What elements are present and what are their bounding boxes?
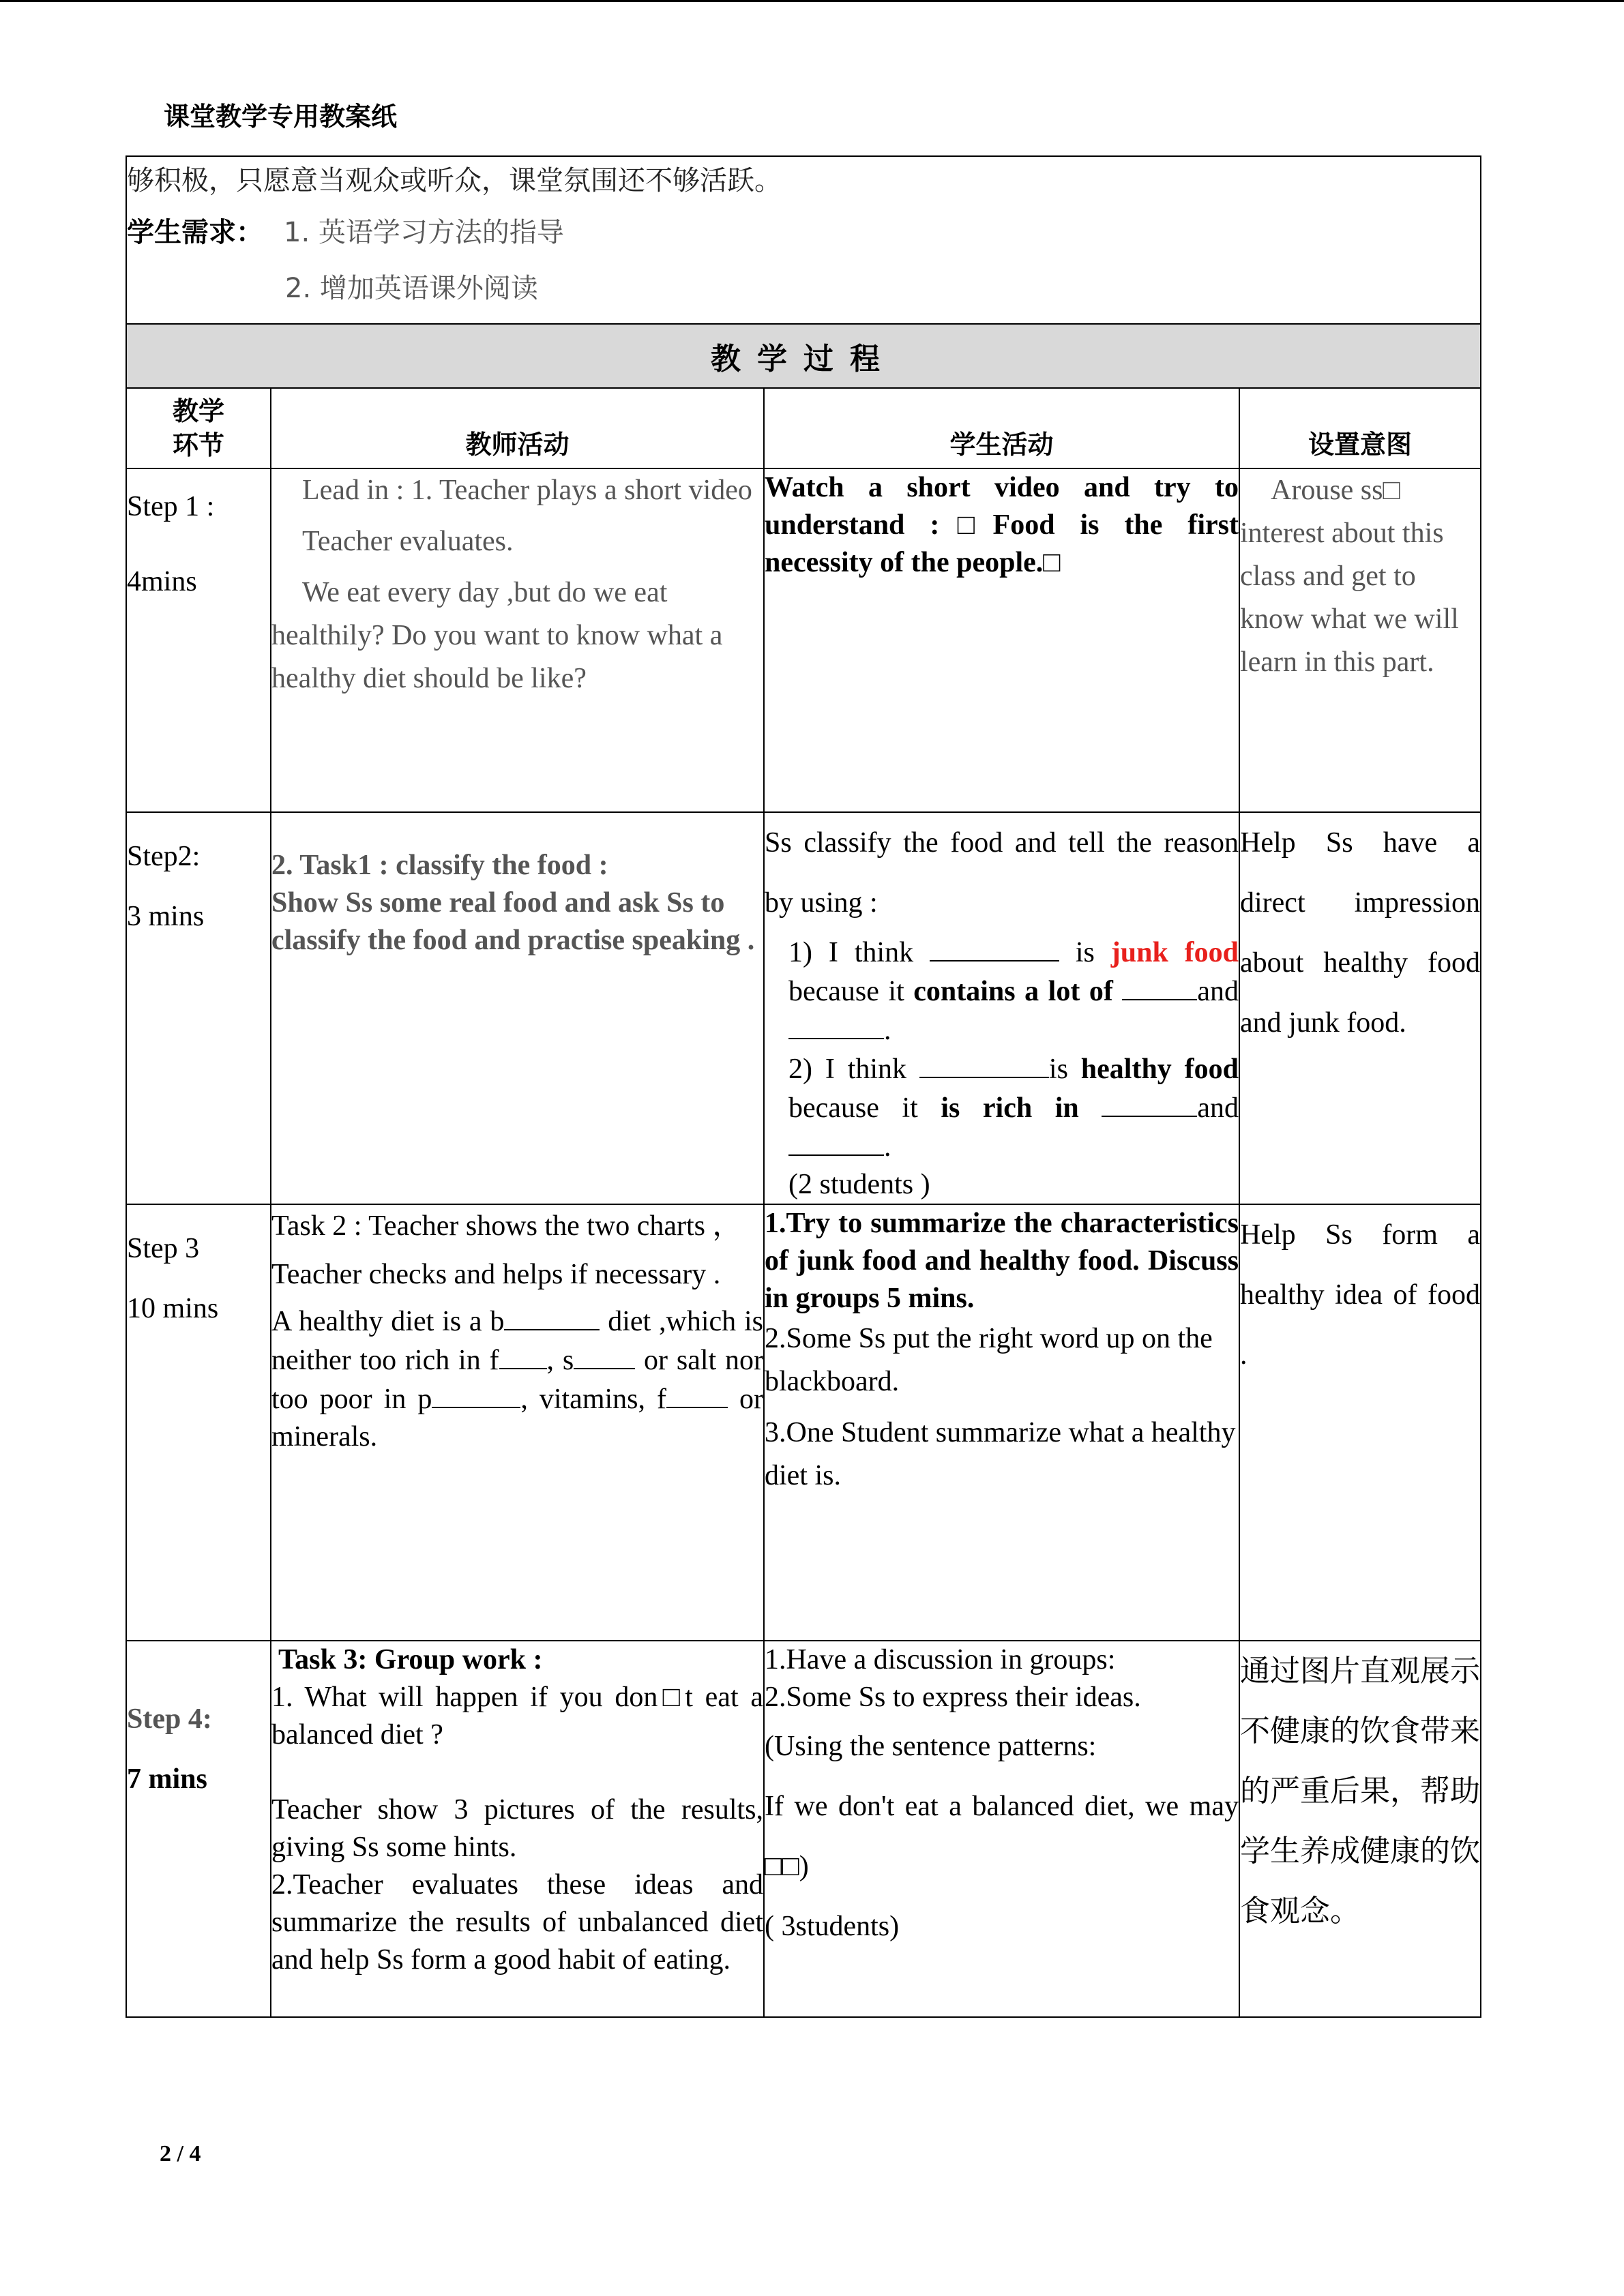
step-time: 3 mins — [127, 901, 205, 932]
step-cell — [126, 468, 271, 812]
teacher-line: Teacher evaluates. — [302, 526, 514, 557]
intent-cell — [1239, 1204, 1481, 1641]
table-row — [126, 812, 1481, 1204]
teacher-title: Task 3: Group work : — [278, 1644, 543, 1675]
page-number: 2 / 4 — [160, 2141, 201, 2166]
column-header-row — [126, 388, 1481, 468]
step-cell — [126, 812, 271, 1204]
column-header-step-line2: 环节 — [172, 430, 224, 460]
intro-text: 够积极，只愿意当观众或听众，课堂氛围还不够活跃。 — [127, 165, 782, 196]
student-sentence-1: 1) I think is junk food because it contains a lot of and . — [765, 933, 1239, 1049]
teacher-line: We eat every day ,but do we eat healthily? Do you want to know what a healthy diet should be like? — [271, 577, 723, 694]
step-time: 4mins — [127, 566, 197, 597]
intent-cell — [1239, 1641, 1481, 2017]
teacher-title: 2. Task1 : classify the food : — [271, 850, 608, 881]
student-sentence-2: 2) I think is healthy food because it is rich in and . — [765, 1049, 1239, 1166]
teacher-activity — [271, 468, 764, 812]
teacher-line: Teacher checks and helps if necessary . — [271, 1259, 721, 1290]
teacher-activity — [271, 812, 764, 1204]
student-line: (Using the sentence patterns: — [765, 1731, 1097, 1762]
student-line: Watch a short video and try to understand :□Food is the first necessity of the people.□ — [765, 472, 1239, 578]
section-title-row — [126, 324, 1481, 388]
intent-cell — [1239, 468, 1481, 812]
student-line: 2.Some Ss to express their ideas. — [765, 1682, 1141, 1713]
student-activity — [764, 812, 1239, 1204]
teacher-line: Lead in : 1. Teacher plays a short video — [302, 475, 752, 506]
column-header-student: 学生活动 — [764, 388, 1239, 468]
intent-text: Help Ss have a direct impression about healthy food and junk food. — [1240, 827, 1480, 1039]
student-intro: Ss classify the food and tell the reason by using : — [765, 827, 1239, 919]
need-item-2: 2. 增加英语课外阅读 — [285, 273, 538, 304]
table-row — [126, 468, 1481, 812]
table-row — [126, 1641, 1481, 2017]
student-line: 3.One Student summarize what a healthy diet is. — [765, 1417, 1236, 1491]
step-time: 10 mins — [127, 1293, 219, 1324]
teacher-line: Teacher show 3 pictures of the results, giving Ss some hints. — [271, 1794, 763, 1863]
column-header-intent: 设置意图 — [1239, 388, 1481, 468]
intent-text: 通过图片直观展示不健康的饮食带来的严重后果，帮助学生养成健康的饮食观念。 — [1240, 1654, 1480, 1928]
student-activity — [764, 468, 1239, 812]
page-header: 课堂教学专用教案纸 — [164, 102, 398, 132]
intent-text: Help Ss form a healthy idea of food . — [1240, 1219, 1480, 1371]
step-label: Step 4: — [127, 1703, 212, 1735]
step-label: Step 3 — [127, 1233, 200, 1264]
student-line: ( 3students) — [765, 1911, 900, 1942]
cloze-sentence: A healthy diet is a b diet ,which is neither too rich in f , s or salt nor too poor in p , vitamins, f or minerals. — [271, 1302, 763, 1456]
student-line: 2.Some Ss put the right word up on the blackboard. — [765, 1323, 1213, 1397]
lesson-plan-table — [126, 155, 1481, 2018]
top-border-line — [0, 0, 1624, 2]
step-cell — [126, 1204, 271, 1641]
column-header-step — [126, 388, 271, 468]
teacher-line: Task 2 : Teacher shows the two charts ， — [271, 1210, 741, 1242]
student-note: (2 students ) — [788, 1169, 930, 1200]
student-activity — [764, 1204, 1239, 1641]
student-line: 1.Have a discussion in groups: — [765, 1644, 1116, 1675]
needs-label: 学生需求： — [127, 217, 263, 248]
intent-text: Arouse ss□ interest about this class and get to know what we will learn in this part. — [1240, 475, 1459, 678]
student-activity — [764, 1641, 1239, 2017]
step-time: 7 mins — [127, 1763, 207, 1795]
need-item-1: 1. 英语学习方法的指导 — [284, 217, 564, 248]
step-label: Step2: — [127, 841, 201, 872]
teacher-line: Show Ss some real food and ask Ss to classify the food and practise speaking . — [271, 887, 755, 956]
teacher-activity — [271, 1204, 764, 1641]
teacher-line: 2.Teacher evaluates these ideas and summarize the results of unbalanced diet and help Ss form a good habit of eating. — [271, 1869, 763, 1976]
teacher-line: 1. What will happen if you don□t eat a balanced diet ? — [271, 1682, 763, 1750]
teacher-activity — [271, 1641, 764, 2017]
section-title: 教学过程 — [126, 324, 1481, 388]
intent-cell — [1239, 812, 1481, 1204]
intro-row — [126, 156, 1481, 324]
step-cell — [126, 1641, 271, 2017]
column-header-teacher: 教师活动 — [271, 388, 764, 468]
student-line: 1.Try to summarize the characteristics of junk food and healthy food. Discuss in groups 5 mins. — [765, 1208, 1239, 1314]
step-label: Step 1 : — [127, 491, 215, 522]
column-header-step-line1: 教学 — [172, 396, 224, 426]
table-row — [126, 1204, 1481, 1641]
student-line: If we don't eat a balanced diet, we may □□) — [765, 1791, 1239, 1882]
